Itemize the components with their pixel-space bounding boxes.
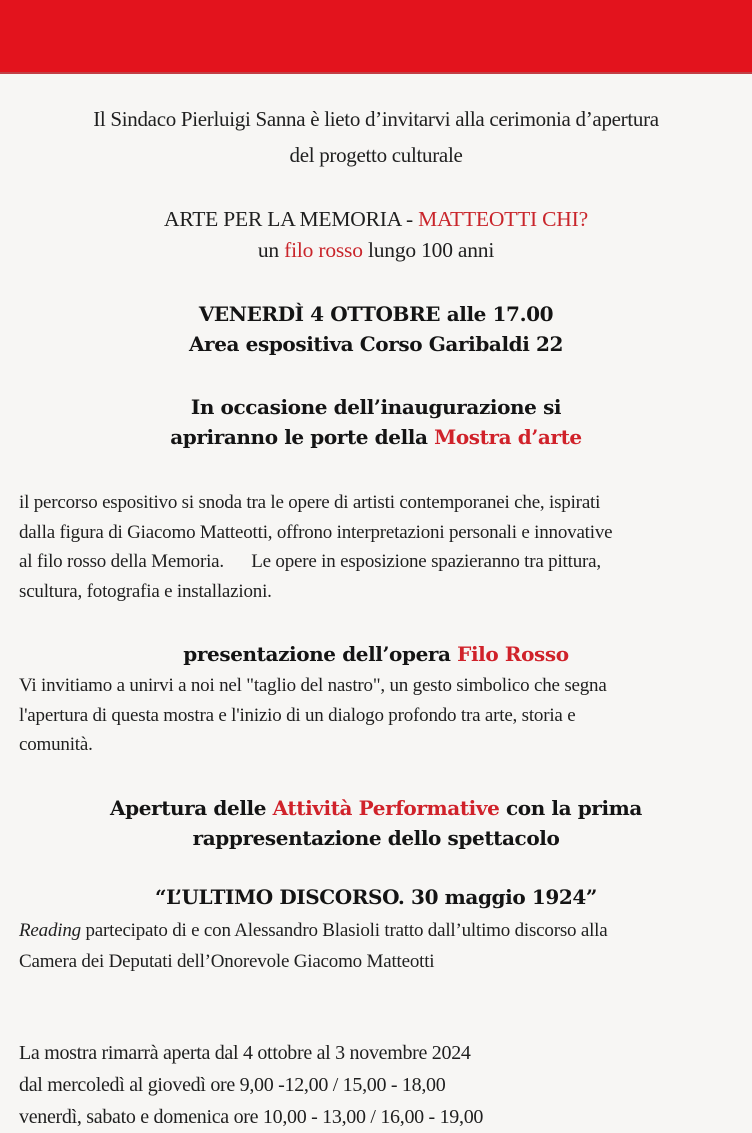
performative-heading — [19, 793, 733, 853]
project-title-red: MATTEOTTI CHI? — [418, 207, 588, 231]
event-details — [19, 299, 733, 359]
presentation-paragraph — [19, 671, 733, 760]
presentation-heading-pre: presentazione dell’opera — [183, 642, 458, 666]
inauguration-heading — [19, 392, 733, 452]
exhibition-paragraph-line: al filo rosso della Memoria. Le opere in esposizione spazieranno tra pittura, — [19, 551, 601, 572]
schedule — [19, 1037, 733, 1133]
exhibition-paragraph-line: dalla figura di Giacomo Matteotti, offrono interpretazioni personali e innovative — [19, 521, 613, 543]
inauguration-line-2-pre: apriranno le porte della — [170, 425, 435, 449]
presentation-heading — [19, 639, 733, 669]
project-title-line — [19, 204, 733, 235]
intro-line-1: Il Sindaco Pierluigi Sanna è lieto d’invitarvi alla cerimonia d’apertura — [93, 107, 659, 131]
reading-line-2: Camera dei Deputati dell’Onorevole Giacomo Matteotti — [19, 950, 435, 972]
reading-line-1-rest: partecipato di e con Alessandro Blasioli tratto dall’ultimo discorso alla — [80, 919, 608, 941]
schedule-line: dal mercoledì al giovedì ore 9,00 -12,00 / 15,00 - 18,00 — [19, 1073, 446, 1096]
intro-line-2: del progetto culturale — [289, 143, 463, 167]
top-red-banner — [0, 0, 752, 74]
performative-line-1-red: Attività Performative — [272, 795, 500, 820]
presentation-paragraph-line: Vi invitiamo a unirvi a noi nel "taglio del nastro", un gesto simbolico che segna — [19, 675, 607, 696]
exhibition-paragraph-line: scultura, fotografia e installazioni. — [19, 580, 272, 602]
project-subtitle-post: lungo 100 anni — [362, 238, 495, 262]
schedule-line: venerdì, sabato e domenica ore 10,00 - 13,00 / 16,00 - 19,00 — [19, 1105, 484, 1128]
invitation-document — [0, 101, 752, 1133]
project-subtitle-pre: un — [257, 238, 285, 262]
performative-line-2: rappresentazione dello spettacolo — [192, 825, 560, 850]
reading-paragraph — [19, 915, 733, 977]
schedule-line: La mostra rimarrà aperta dal 4 ottobre al 3 novembre 2024 — [19, 1041, 471, 1064]
intro-text — [19, 101, 733, 173]
project-title — [19, 204, 733, 266]
performative-line-1-pre: Apertura delle — [110, 795, 273, 820]
project-title-black: ARTE PER LA MEMORIA - — [164, 207, 419, 231]
project-subtitle-line — [19, 235, 733, 266]
exhibition-paragraph — [19, 488, 733, 606]
presentation-paragraph-line: comunità. — [19, 734, 93, 755]
performative-line-1-post: con la prima — [499, 795, 642, 820]
event-location: Area espositiva Corso Garibaldi 22 — [188, 332, 564, 356]
inauguration-line-2 — [19, 422, 733, 452]
show-title: “L’ULTIMO DISCORSO. 30 maggio 1924” — [154, 884, 598, 909]
exhibition-paragraph-line: il percorso espositivo si snoda tra le opere di artisti contemporanei che, ispirati — [19, 492, 601, 513]
reading-line-1 — [19, 915, 733, 946]
presentation-paragraph-line: l'apertura di questa mostra e l'inizio di un dialogo profondo tra arte, storia e — [19, 704, 576, 726]
presentation-heading-red: Filo Rosso — [457, 642, 569, 666]
performative-line-1 — [19, 793, 733, 823]
inauguration-line-1: In occasione dell’inaugurazione si — [190, 395, 562, 419]
event-datetime: VENERDÌ 4 OTTOBRE alle 17.00 — [198, 302, 554, 326]
inauguration-line-2-red: Mostra d’arte — [434, 425, 582, 449]
reading-word-italic: Reading — [19, 919, 81, 941]
project-subtitle-red: filo rosso — [284, 238, 363, 262]
